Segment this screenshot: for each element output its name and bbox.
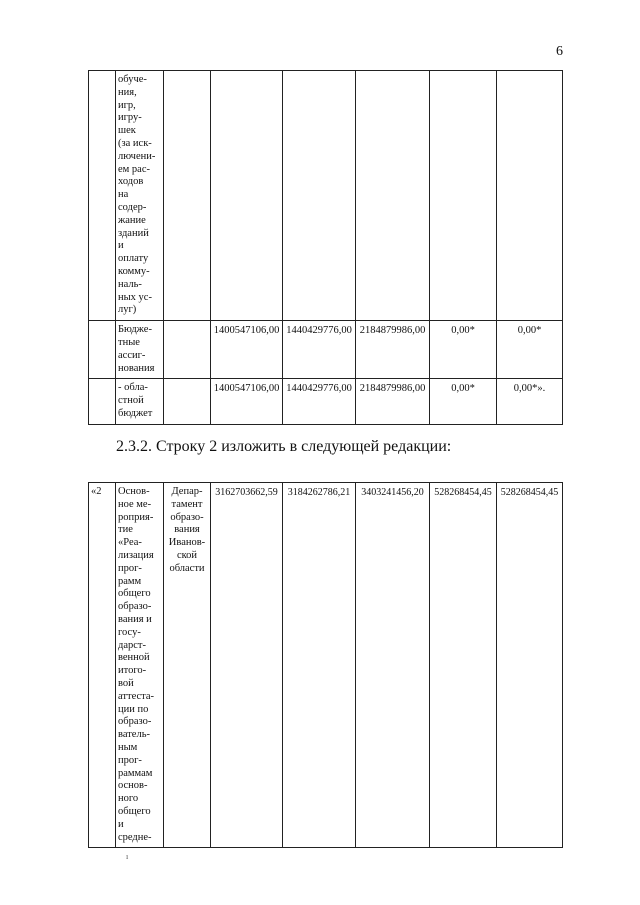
cell-value: 3162703662,59 (211, 483, 283, 848)
cell-value (211, 71, 283, 321)
cell-value: 0,00* (497, 321, 563, 379)
scan-artifact: ı (126, 852, 129, 861)
cell-value: 3403241456,20 (356, 483, 430, 848)
cell-value: 1400547106,00 (211, 321, 283, 379)
cell-number (89, 321, 116, 379)
cell-value (497, 71, 563, 321)
table-continuation (88, 70, 563, 425)
page-number: 6 (556, 44, 563, 59)
cell-executor (164, 379, 211, 424)
cell-value: 0,00*». (497, 379, 563, 424)
cell-value (283, 71, 356, 321)
cell-label: - обла- стной бюджет (116, 379, 164, 424)
cell-value: 1440429776,00 (283, 321, 356, 379)
table-row (89, 483, 563, 848)
table-row-2 (88, 482, 563, 848)
cell-value (356, 71, 430, 321)
cell-number: «2 (89, 483, 116, 848)
cell-value (430, 71, 497, 321)
cell-value: 1400547106,00 (211, 379, 283, 424)
cell-value: 528268454,45 (497, 483, 563, 848)
table-row (89, 321, 563, 379)
cell-label: обуче- ния, игр, игру- шек (за иск- лючени- ем рас- ходов на содер- жание зданий и оплату комму- наль- ных ус- луг) (116, 71, 164, 321)
cell-number (89, 71, 116, 321)
cell-executor: Депар- тамент образо- вания Иванов- ской области (164, 483, 211, 848)
cell-value: 528268454,45 (430, 483, 497, 848)
cell-value: 2184879986,00 (356, 379, 430, 424)
cell-value: 3184262786,21 (283, 483, 356, 848)
table-row (89, 379, 563, 424)
cell-executor (164, 71, 211, 321)
cell-executor (164, 321, 211, 379)
table-row (89, 71, 563, 321)
cell-value: 0,00* (430, 321, 497, 379)
cell-value: 0,00* (430, 379, 497, 424)
cell-number (89, 379, 116, 424)
cell-label: Бюдже- тные ассиг- нования (116, 321, 164, 379)
cell-value: 1440429776,00 (283, 379, 356, 424)
cell-name: Основ- ное ме- роприя- тие «Реа- лизация прог- рамм общего образо- вания и госу- дарст- венной итого- вой аттеста- ции по образо- ватель- ным прог- раммам основ- ного общего и средне- (116, 483, 164, 848)
section-heading: 2.3.2. Строку 2 изложить в следующей редакции: (116, 438, 452, 455)
cell-value: 2184879986,00 (356, 321, 430, 379)
